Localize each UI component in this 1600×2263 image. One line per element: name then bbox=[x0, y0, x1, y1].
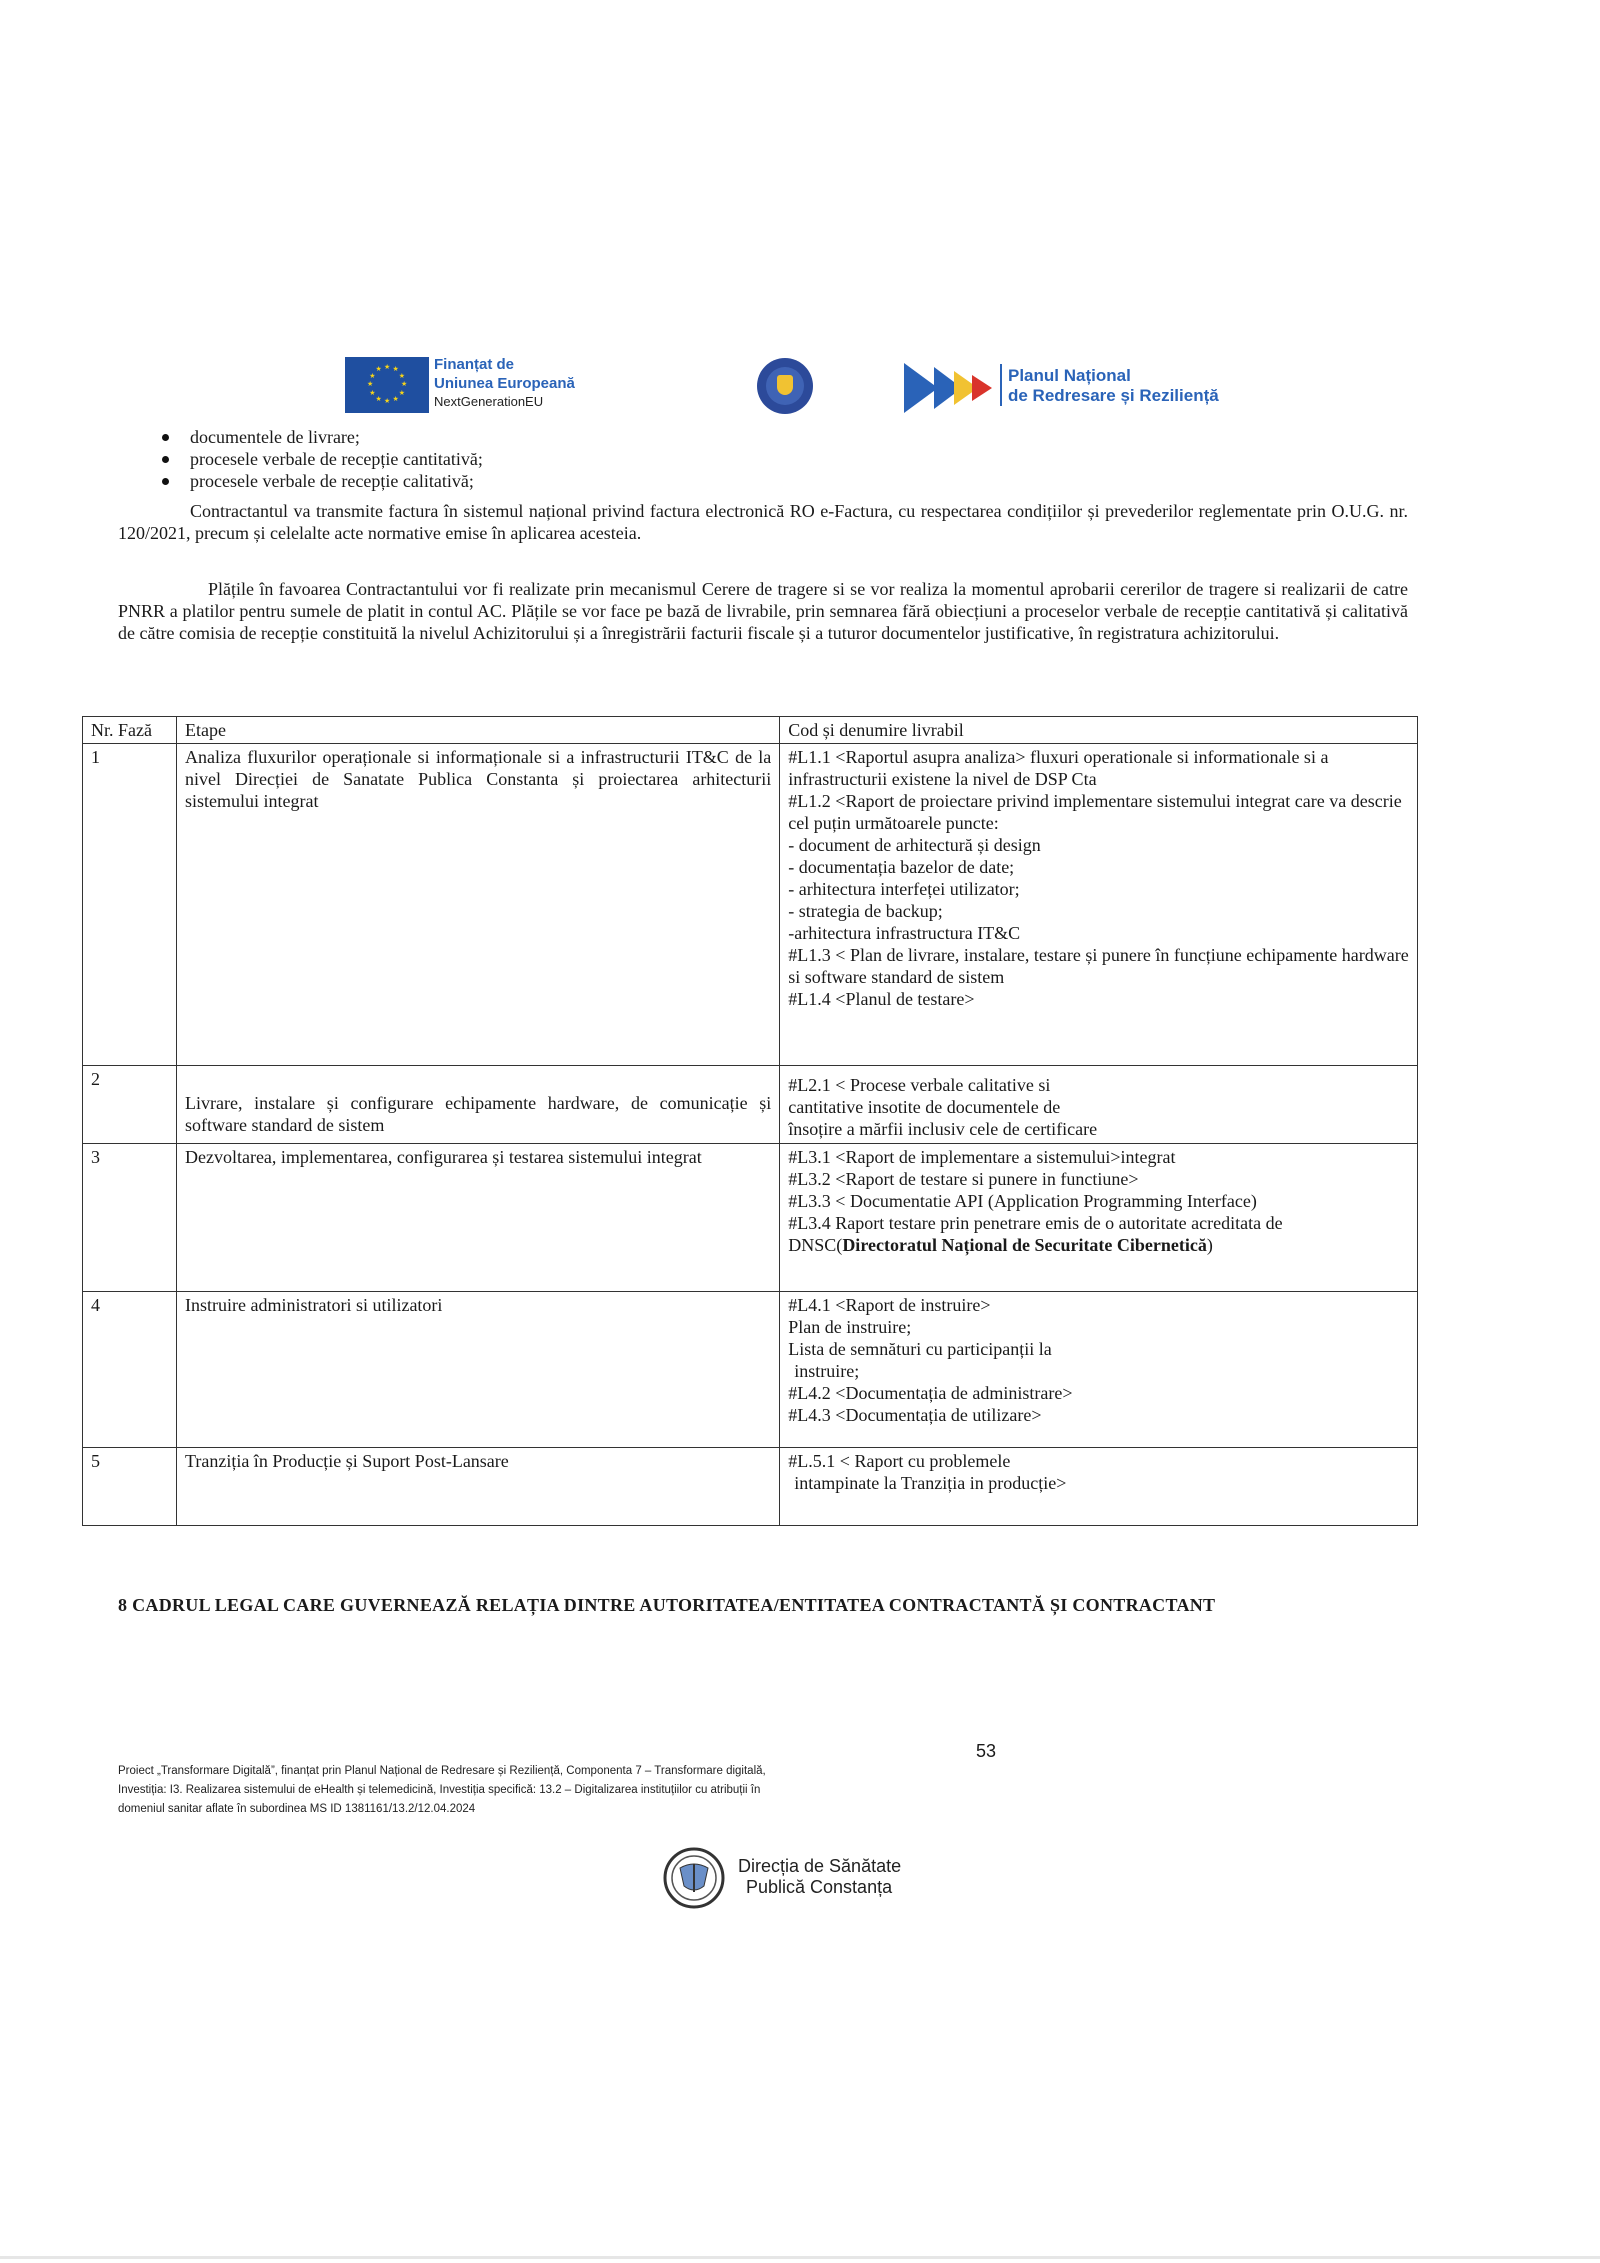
dnsc-name: Directoratul Național de Securitate Cibernetică bbox=[842, 1235, 1207, 1255]
government-seal-icon bbox=[757, 358, 813, 414]
livrabil-line: #L3.2 <Raport de testare si punere in functiune> bbox=[788, 1169, 1139, 1189]
pnrr-divider bbox=[1000, 364, 1002, 406]
footer-line2: Investiția: I3. Realizarea sistemului de eHealth și telemedicină, Investiția specifică: 13.2 – Digitalizarea instituțiilor cu atribuții în bbox=[118, 1784, 761, 1796]
livrabil-line: #L4.2 <Documentația de administrare> bbox=[788, 1383, 1073, 1403]
livrabil-line: Plan de instruire; bbox=[788, 1317, 912, 1337]
table-row bbox=[83, 1292, 1418, 1448]
livrabil-line: -arhitectura infrastructura IT&C bbox=[788, 923, 1021, 943]
dsp-line1: Direcția de Sănătate bbox=[738, 1856, 902, 1876]
livrabil-line: - document de arhitectură și design bbox=[788, 835, 1041, 855]
eu-star-icon: ★ bbox=[398, 388, 405, 397]
list-item: procesele verbale de recepție cantitativă; bbox=[160, 448, 483, 470]
cell-etapa: Dezvoltarea, implementarea, configurarea și testarea sistemului integrat bbox=[176, 1144, 779, 1292]
header-etape: Etape bbox=[176, 717, 779, 744]
livrabil-line: #L1.1 <Raportul asupra analiza> fluxuri operationale si informationale si a infrastructurii existene la nivel de DSP Cta bbox=[788, 747, 1329, 789]
livrabil-line: însoțire a mărfii inclusiv cele de certificare bbox=[788, 1119, 1098, 1139]
table-header-row bbox=[83, 717, 1418, 744]
cell-livrabile bbox=[780, 744, 1418, 1066]
pnrr-text bbox=[1008, 366, 1219, 406]
section-heading: 8 CADRUL LEGAL CARE GUVERNEAZĂ RELAȚIA DINTRE AUTORITATEA/ENTITATEA CONTRACTANTĂ ȘI CONTRACTANT bbox=[118, 1595, 1216, 1615]
page-number: 53 bbox=[976, 1741, 997, 1761]
eu-star-icon: ★ bbox=[398, 371, 405, 380]
bullet-icon bbox=[162, 478, 169, 485]
cell-etapa: Analiza fluxurilor operaționale si informaționale si a infrastructurii IT&C de la nivel Direcției de Sanatate Publica Constanta și proiectarea arhitecturii sistemului integrat bbox=[176, 744, 779, 1066]
dsp-name bbox=[738, 1856, 901, 1898]
livrabil-line: intampinate la Tranziția in producție> bbox=[794, 1473, 1067, 1493]
cell-etapa: Livrare, instalare și configurare echipamente hardware, de comunicație și software standard de sistem bbox=[176, 1066, 779, 1144]
pnrr-line2: de Redresare și Reziliență bbox=[1008, 386, 1219, 405]
header-nr-faza: Nr. Fază bbox=[83, 717, 177, 744]
cell-nr: 3 bbox=[83, 1144, 177, 1292]
eu-star-icon: ★ bbox=[369, 388, 376, 397]
eu-star-icon: ★ bbox=[375, 365, 382, 374]
livrabil-line: #L3.4 Raport testare prin penetrare emis de o autoritate acreditata de DNSC(Directoratul Național de Securitate Cibernetică) bbox=[788, 1213, 1283, 1255]
livrabil-line: #L.5.1 < Raport cu problemele bbox=[788, 1451, 1011, 1471]
table-row bbox=[83, 1144, 1418, 1292]
delivery-documents-list bbox=[160, 426, 483, 492]
eu-star-icon: ★ bbox=[392, 365, 399, 374]
dsp-seal-icon bbox=[654, 1846, 734, 1910]
invoice-paragraph: Contractantul va transmite factura în sistemul național privind factura electronică RO e-Factura, cu respectarea condițiilor și prevederilor reglementate prin O.U.G. nr. 120/2021, precum și celelalte acte normative emise în aplicarea acesteia. bbox=[118, 501, 1408, 543]
eu-line1: Finanțat de bbox=[434, 356, 515, 373]
livrabil-line: #L1.3 < Plan de livrare, instalare, testare și punere în funcțiune echipamente hardware si software standard de sistem bbox=[788, 945, 1409, 987]
footer-line1: Proiect „Transformare Digitală”, finanțat prin Planul Național de Redresare și Reziliență, Componenta 7 – Transformare digitală, bbox=[118, 1765, 766, 1777]
pnrr-line1: Planul Național bbox=[1008, 366, 1131, 385]
livrabil-line: #L4.3 <Documentația de utilizare> bbox=[788, 1405, 1042, 1425]
livrabil-line: #L1.4 <Planul de testare> bbox=[788, 989, 975, 1009]
livrabil-line: Lista de semnături cu participanții la bbox=[788, 1339, 1052, 1359]
livrabil-line: #L3.1 <Raport de implementare a sistemului>integrat bbox=[788, 1147, 1176, 1167]
scan-edge bbox=[0, 2256, 1600, 2259]
eu-line2: Uniunea Europeană bbox=[434, 375, 575, 392]
eu-star-icon: ★ bbox=[401, 380, 408, 388]
eu-star-icon: ★ bbox=[375, 394, 382, 403]
livrabil-line: - strategia de backup; bbox=[788, 901, 943, 921]
eu-star-icon: ★ bbox=[384, 363, 391, 371]
deliverables-table bbox=[82, 716, 1418, 1526]
cell-livrabile bbox=[780, 1292, 1418, 1448]
livrabil-line: #L2.1 < Procese verbale calitative si bbox=[788, 1075, 1051, 1095]
cell-nr: 5 bbox=[83, 1448, 177, 1526]
table-row bbox=[83, 1448, 1418, 1526]
livrabil-line: #L3.3 < Documentatie API (Application Programming Interface) bbox=[788, 1191, 1257, 1211]
cell-etapa: Instruire administratori si utilizatori bbox=[176, 1292, 779, 1448]
cell-livrabile bbox=[780, 1144, 1418, 1292]
livrabil-line: #L1.2 <Raport de proiectare privind implementare sistemului integrat care va descrie cel puțin următoarele puncte: bbox=[788, 791, 1402, 833]
list-item: procesele verbale de recepție calitativă; bbox=[160, 470, 483, 492]
cell-nr: 4 bbox=[83, 1292, 177, 1448]
cell-etapa: Tranziția în Producție și Suport Post-Lansare bbox=[176, 1448, 779, 1526]
eu-star-icon: ★ bbox=[384, 397, 391, 405]
table-row bbox=[83, 1066, 1418, 1144]
livrabil-line: instruire; bbox=[794, 1361, 860, 1381]
eu-funding-text bbox=[434, 355, 575, 410]
bullet-icon bbox=[162, 434, 169, 441]
list-item: documentele de livrare; bbox=[160, 426, 483, 448]
eu-star-icon: ★ bbox=[392, 394, 399, 403]
livrabil-line: - arhitectura interfeței utilizator; bbox=[788, 879, 1020, 899]
livrabil-line: #L4.1 <Raport de instruire> bbox=[788, 1295, 991, 1315]
eu-star-icon: ★ bbox=[367, 380, 374, 388]
header-livrabil: Cod și denumire livrabil bbox=[780, 717, 1418, 744]
payments-paragraph: Plățile în favoarea Contractantului vor fi realizate prin mecanismul Cerere de tragere si se vor realiza la momentul aprobarii cererilor de tragere si realizarii de catre PNRR a platilor pentru sumele de platit in contul AC. Plățile se vor face pe bază de livrabile, prin semnarea fără obiecțiuni a proceselor verbale de recepție cantitativă și calitativă de către comisia de recepție constituită la nivelul Achizitorului și a înregistrării facturii fiscale și a tuturor documentelor justificative, în registratura achizitorului. bbox=[118, 579, 1408, 643]
eu-star-icon: ★ bbox=[369, 371, 376, 380]
livrabil-line: cantitative insotite de documentele de bbox=[788, 1097, 1061, 1117]
cell-nr: 1 bbox=[83, 744, 177, 1066]
cell-livrabile bbox=[780, 1066, 1418, 1144]
cell-livrabile bbox=[780, 1448, 1418, 1526]
eu-flag-icon bbox=[345, 357, 429, 413]
eu-line3: NextGenerationEU bbox=[434, 394, 544, 409]
table-row bbox=[83, 744, 1418, 1066]
footer-line3: domeniul sanitar aflate în subordinea MS ID 1381161/13.2/12.04.2024 bbox=[118, 1803, 476, 1815]
pnrr-logo-icon bbox=[904, 359, 1000, 417]
livrabil-line: - documentația bazelor de date; bbox=[788, 857, 1015, 877]
cell-nr: 2 bbox=[83, 1066, 177, 1144]
bullet-icon bbox=[162, 456, 169, 463]
footer-text bbox=[118, 1762, 978, 1819]
dsp-line2: Publică Constanța bbox=[746, 1877, 893, 1897]
